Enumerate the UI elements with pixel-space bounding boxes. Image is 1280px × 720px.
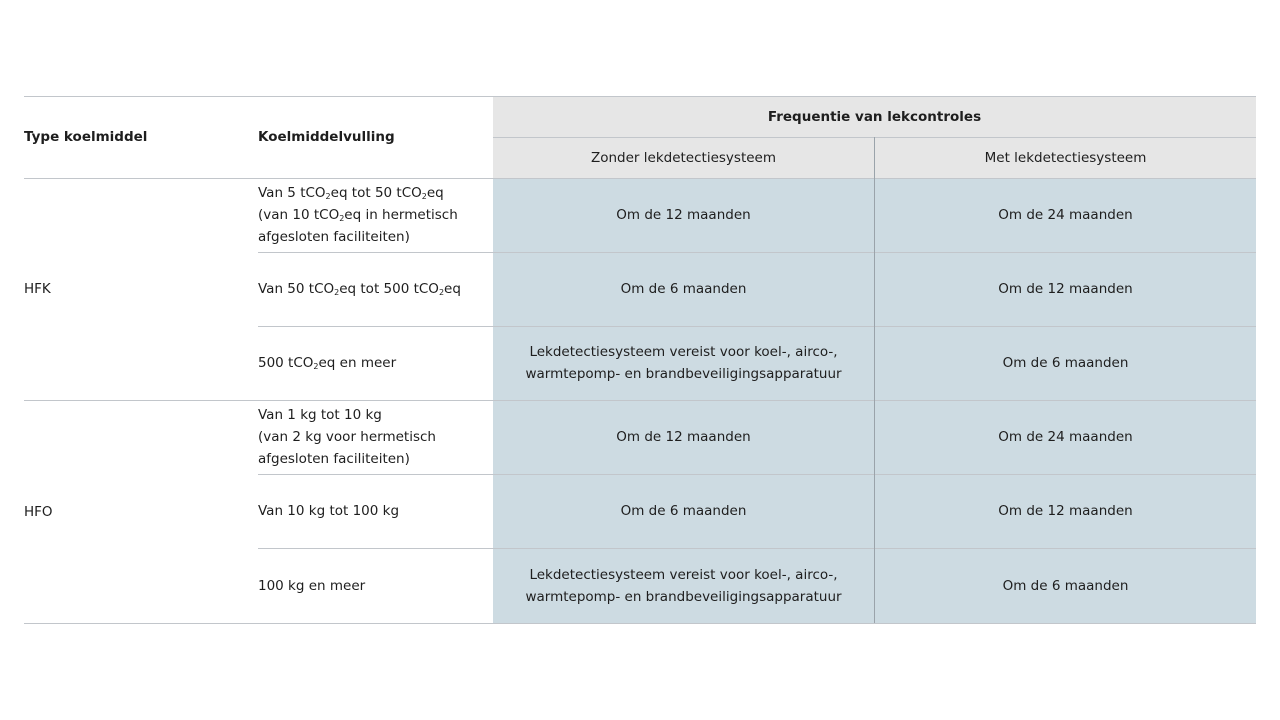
column-header-fill: Koelmiddelvulling (258, 129, 395, 145)
column-header-without-detection: Zonder lekdetectiesysteem (590, 149, 776, 166)
with-detection-cell: Om de 6 maanden (1002, 577, 1129, 594)
with-detection-cell: Om de 6 maanden (1002, 355, 1129, 371)
without-detection-cell: Om de 12 maanden (616, 207, 751, 223)
with-detection-cell: Om de 12 maanden (998, 281, 1133, 297)
fill-text: Van 50 tCO$_2$eq tot 500 tCO$_2$eq (258, 281, 461, 297)
column-header-with-detection: Met lekdetectiesysteem (984, 149, 1147, 166)
type-label-hfo: HFO (24, 503, 53, 520)
fill-text: Van 10 kg tot 100 kg (258, 503, 400, 519)
fill-cell (258, 252, 490, 326)
bottom-rule (24, 623, 1256, 624)
top-rule (24, 96, 1256, 97)
fill-cell (258, 474, 490, 548)
without-detection-cell: Om de 12 maanden (616, 429, 751, 445)
without-detection-cell: Om de 6 maanden (620, 281, 747, 297)
fill-text: Van 1 kg tot 10 kg (van 2 kg voor hermetisch afgesloten faciliteiten) (258, 407, 436, 467)
type-label-hfk: HFK (24, 281, 51, 297)
without-detection-cell: Lekdetectiesysteem vereist voor koel-, airco-, warmtepomp- en brandbeveiligingsapparatuur (525, 344, 842, 382)
refrigerant-leak-check-table (24, 96, 1256, 624)
without-detection-cell: Om de 6 maanden (620, 503, 747, 519)
without-detection-cell: Lekdetectiesysteem vereist voor koel-, airco-, warmtepomp- en brandbeveiligingsapparatuur (525, 566, 842, 605)
fill-text: Van 5 tCO$_2$eq tot 50 tCO$_2$eq (van 10 tCO$_2$eq in hermetisch afgesloten faciliteiten) (258, 185, 458, 245)
with-detection-cell: Om de 24 maanden (998, 207, 1133, 223)
fill-text: 100 kg en meer (258, 577, 366, 594)
column-header-type: Type koelmiddel (24, 129, 148, 145)
fill-cell (258, 400, 490, 474)
fill-cell (258, 178, 490, 252)
with-detection-cell: Om de 24 maanden (998, 429, 1133, 445)
column-header-frequency: Frequentie van lekcontroles (767, 108, 982, 125)
fill-cell (258, 326, 490, 400)
fill-text: 500 tCO$_2$eq en meer (258, 355, 397, 371)
with-detection-cell: Om de 12 maanden (998, 503, 1133, 519)
fill-cell (258, 548, 490, 623)
